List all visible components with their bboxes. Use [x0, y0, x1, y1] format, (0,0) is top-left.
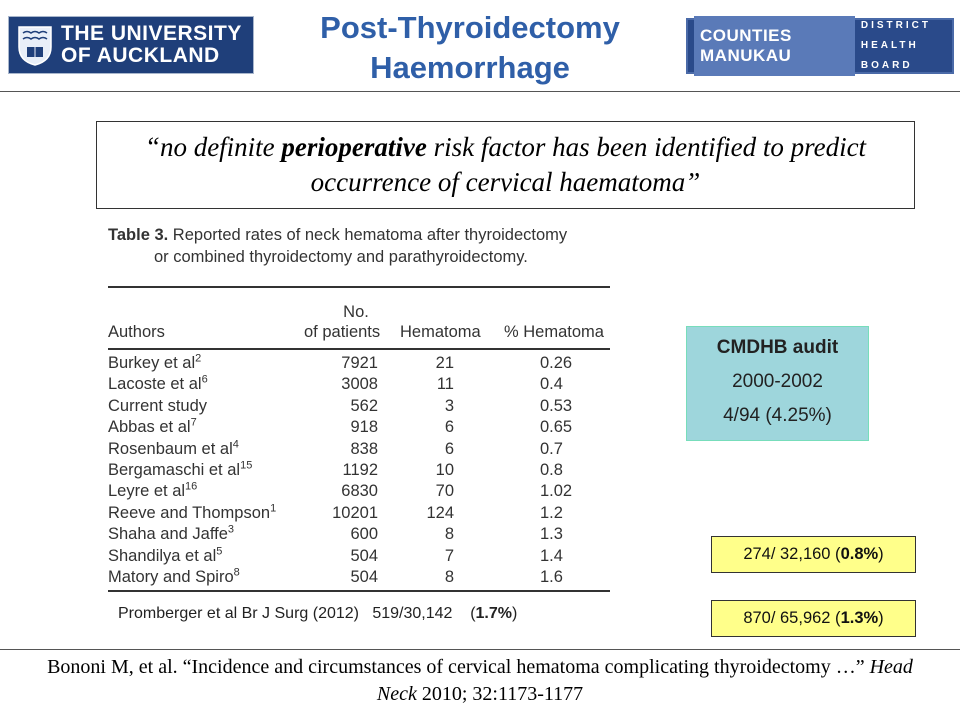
reference-number: 7 [190, 416, 197, 429]
table-row [108, 545, 610, 567]
column-header-authors: Authors [108, 323, 165, 341]
total-1-prefix: 274/ 32,160 ( [743, 545, 841, 563]
quote-open: “no definite [144, 132, 282, 162]
cell-hematoma: 70 [435, 482, 454, 501]
audit-title: CMDHB audit [716, 337, 839, 358]
table-row [108, 438, 610, 460]
table-row [108, 395, 610, 417]
footer-divider [0, 649, 960, 650]
reference-number: 2 [195, 352, 202, 365]
university-of-auckland-logo [8, 16, 254, 74]
total-2-rate: 1.3% [840, 609, 879, 627]
total-2-suffix: ) [878, 609, 884, 627]
header-divider [0, 91, 960, 92]
reference-number: 1 [270, 502, 277, 515]
total-box-1 [711, 536, 916, 573]
author-name: Abbas et al [108, 418, 191, 437]
crest-icon [15, 23, 55, 67]
slide-title-line1: Post-Thyroidectomy [320, 10, 620, 45]
slide-title [270, 8, 670, 88]
quote-rest: risk factor has been identified to predict occurrence of cervical haematoma” [310, 132, 867, 197]
audit-result: 4/94 (4.25%) [723, 405, 832, 426]
cell-pct-hematoma: 1.6 [540, 568, 563, 586]
slide-title-line2: Haemorrhage [370, 50, 570, 85]
total-1-suffix: ) [878, 545, 884, 563]
column-header-hematoma: Hematoma [400, 323, 481, 341]
table-rule-bottom [108, 590, 610, 592]
cell-pct-hematoma: 1.3 [540, 525, 563, 544]
counties-manukau-logo [686, 18, 954, 74]
author-name: Matory and Spiro [108, 568, 234, 586]
reference-journal: Head Neck [376, 656, 913, 705]
cell-patients: 10201 [332, 503, 378, 522]
cell-author [108, 438, 239, 460]
cell-hematoma: 8 [444, 568, 454, 586]
district-health-board-label [861, 16, 952, 76]
reference-number: 15 [240, 459, 253, 472]
cell-author [108, 502, 276, 524]
counties-manukau-name: COUNTIES MANUKAU [694, 16, 855, 76]
table-row [108, 416, 610, 438]
cell-author [108, 416, 197, 438]
author-name: Burkey et al [108, 354, 196, 372]
author-name: Shandilya et al [108, 546, 217, 565]
cell-hematoma: 124 [426, 503, 454, 522]
author-name: Shaha and Jaffe [108, 525, 228, 544]
table-caption [108, 224, 610, 268]
cell-pct-hematoma: 1.02 [540, 482, 573, 501]
cell-author [108, 352, 201, 374]
cell-patients: 504 [350, 568, 378, 586]
table-row [108, 523, 610, 545]
study-citation [118, 605, 517, 623]
cell-pct-hematoma: 0.26 [540, 354, 573, 372]
health-board-label: HEALTH BOARD [860, 40, 919, 71]
reference-text: Bononi M, et al. “Incidence and circumstances of cervical hematoma complicating thyroidectomy …” [47, 656, 870, 678]
total-box-2 [711, 600, 916, 637]
cell-hematoma: 6 [444, 418, 454, 437]
university-name-line1: THE UNIVERSITY [61, 22, 242, 45]
cell-author [108, 523, 234, 545]
reference-number: 4 [232, 438, 239, 451]
cell-pct-hematoma: 1.2 [540, 503, 563, 522]
table-caption-label: Table 3. [108, 226, 169, 244]
author-name: Reeve and Thompson [108, 503, 271, 522]
citation-close: ) [511, 605, 518, 622]
author-name: Leyre et al [108, 482, 186, 501]
cell-hematoma: 11 [436, 375, 454, 394]
cell-author [108, 480, 197, 502]
quote-emphasis: perioperative [281, 132, 427, 162]
table-row [108, 373, 610, 395]
cell-patients: 504 [350, 546, 378, 565]
cell-author [108, 395, 207, 417]
reference-number: 16 [185, 480, 198, 493]
author-name: Lacoste et al [108, 375, 202, 394]
cell-pct-hematoma: 0.65 [540, 418, 573, 437]
cell-hematoma: 7 [444, 546, 454, 565]
table-caption-line2: or combined thyroidectomy and parathyroidectomy. [154, 248, 528, 266]
cell-pct-hematoma: 0.7 [540, 439, 563, 458]
author-name: Bergamaschi et al [108, 461, 241, 479]
reference-number: 3 [227, 523, 235, 536]
quote-box [96, 121, 915, 209]
table-rule-top [108, 286, 610, 288]
cell-author [108, 373, 208, 395]
citation-rate: 1.7% [475, 605, 512, 622]
audit-years: 2000-2002 [732, 371, 823, 392]
reference-number: 6 [201, 373, 208, 386]
cell-patients: 838 [350, 439, 378, 458]
cell-patients: 918 [350, 418, 378, 437]
cell-patients: 562 [350, 396, 378, 415]
table-row [108, 352, 610, 374]
column-header-patients-line1: No. [343, 303, 369, 321]
university-name [61, 23, 242, 67]
table-row [108, 480, 610, 502]
table-row [108, 566, 610, 588]
cell-author [108, 459, 252, 481]
cell-patients: 3008 [341, 375, 378, 394]
reference-footer [40, 654, 920, 708]
cell-author [108, 566, 240, 588]
cell-author [108, 545, 222, 567]
reference-number: 5 [216, 545, 223, 558]
total-1-rate: 0.8% [840, 545, 879, 563]
citation-text: Promberger et al Br J Surg (2012) 519/30,142 ( [118, 605, 476, 622]
cell-hematoma: 21 [435, 354, 454, 372]
cell-hematoma: 10 [435, 461, 454, 479]
total-2-prefix: 870/ 65,962 ( [743, 609, 841, 627]
quote-text [107, 130, 904, 200]
hematoma-rates-table [108, 224, 610, 594]
cell-hematoma: 3 [444, 396, 454, 415]
cell-patients: 1192 [342, 461, 378, 479]
cell-hematoma: 8 [444, 525, 454, 544]
university-name-line2: OF AUCKLAND [61, 44, 220, 67]
cell-pct-hematoma: 0.4 [540, 375, 563, 394]
table-caption-line1: Reported rates of neck hematoma after thyroidectomy [168, 226, 568, 244]
author-name: Rosenbaum et al [108, 439, 233, 458]
column-header-pct-hematoma: % Hematoma [504, 323, 604, 341]
district-label: DISTRICT [860, 20, 931, 31]
cell-hematoma: 6 [444, 439, 454, 458]
table-row [108, 459, 610, 481]
table-row [108, 502, 610, 524]
reference-number: 8 [233, 566, 240, 579]
author-name: Current study [108, 396, 208, 415]
cell-patients: 7921 [341, 354, 378, 372]
cell-pct-hematoma: 1.4 [540, 546, 563, 565]
reference-volume: 2010; 32:1173-1177 [416, 683, 584, 705]
column-header-patients-line2: of patients [304, 323, 381, 341]
cell-pct-hematoma: 0.53 [540, 396, 573, 415]
table-rule-header [108, 348, 610, 350]
cell-patients: 6830 [341, 482, 378, 501]
cell-patients: 600 [350, 525, 378, 544]
cell-pct-hematoma: 0.8 [540, 461, 563, 479]
cmdhb-audit-box [686, 326, 869, 441]
